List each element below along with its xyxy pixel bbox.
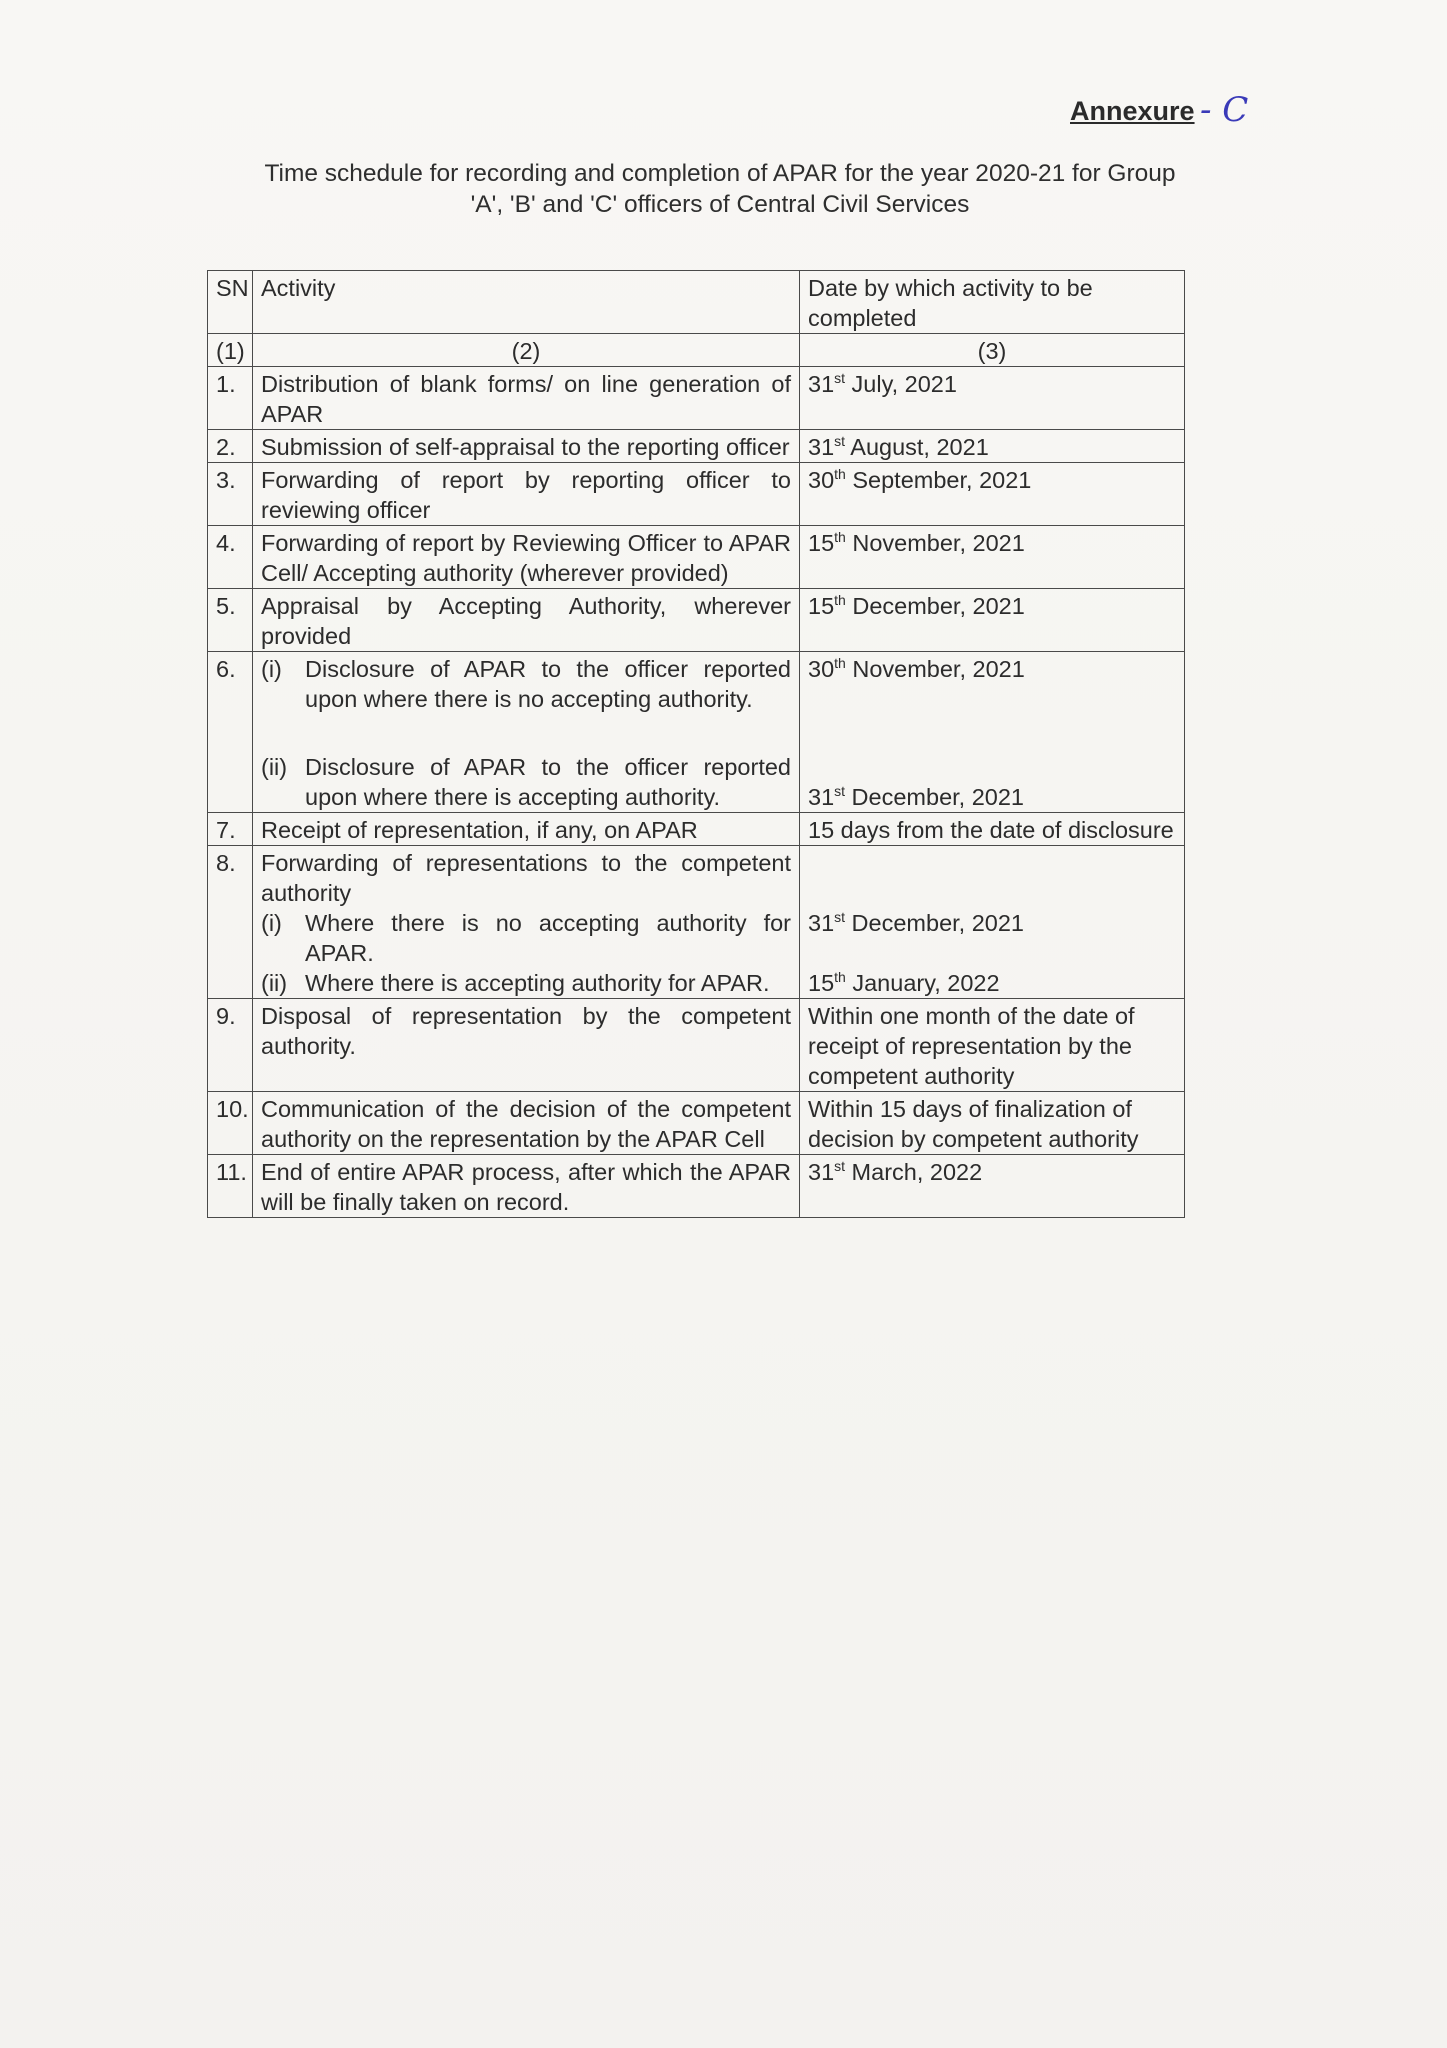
title-line-1: Time schedule for recording and completion of APAR for the year 2020-21 for Group xyxy=(264,160,1176,187)
row-sn: 9. xyxy=(208,999,253,1092)
row-date: 30th November, 2021 31st December, 2021 xyxy=(800,652,1185,813)
row-date: 15th November, 2021 xyxy=(800,526,1185,589)
row-activity: End of entire APAR process, after which the APAR will be finally taken on record. xyxy=(253,1155,800,1218)
row-date: Within one month of the date of receipt of representation by the competent authority xyxy=(800,999,1185,1092)
row-date: 31st July, 2021 xyxy=(800,367,1185,430)
colnum-sn: (1) xyxy=(208,334,253,367)
row-date: 15 days from the date of disclosure xyxy=(800,813,1185,846)
table-row xyxy=(208,1092,1185,1155)
sub-item: (i) Where there is no accepting authority for APAR. xyxy=(261,910,791,966)
row-sn: 6. xyxy=(208,652,253,813)
row-sn: 8. xyxy=(208,846,253,999)
table-row xyxy=(208,526,1185,589)
row-activity: Appraisal by Accepting Authority, wherever provided xyxy=(253,589,800,652)
row-sn: 5. xyxy=(208,589,253,652)
row-date: 31st December, 2021 15th January, 2022 xyxy=(800,846,1185,999)
row-date: 15th December, 2021 xyxy=(800,589,1185,652)
row-sn: 7. xyxy=(208,813,253,846)
row-activity: Disposal of representation by the competent authority. xyxy=(253,999,800,1092)
row-sn: 1. xyxy=(208,367,253,430)
row-activity: Forwarding of report by reporting officer to reviewing officer xyxy=(253,463,800,526)
document-title xyxy=(150,158,1290,220)
header-row xyxy=(208,271,1185,334)
row-sn: 2. xyxy=(208,430,253,463)
annexure-handwritten-letter: - C xyxy=(1200,90,1249,130)
schedule-table xyxy=(207,270,1185,1218)
table-row xyxy=(208,1155,1185,1218)
header-activity: Activity xyxy=(253,271,800,334)
table-row xyxy=(208,813,1185,846)
table-row xyxy=(208,999,1185,1092)
row-activity: Forwarding of report by Reviewing Officer to APAR Cell/ Accepting authority (wherever provided) xyxy=(253,526,800,589)
header-sn: SN xyxy=(208,271,253,334)
table-row xyxy=(208,463,1185,526)
row-activity: Forwarding of representations to the competent authority (i) Where there is no accepting authority for APAR. (ii) Where there is accepting authority for APAR. xyxy=(253,846,800,999)
row-date: 30th September, 2021 xyxy=(800,463,1185,526)
row-date: Within 15 days of finalization of decision by competent authority xyxy=(800,1092,1185,1155)
row-sn: 11. xyxy=(208,1155,253,1218)
column-number-row xyxy=(208,334,1185,367)
sub-item: (ii) Where there is accepting authority for APAR. xyxy=(261,970,770,996)
header-date: Date by which activity to be completed xyxy=(800,271,1185,334)
table-row xyxy=(208,430,1185,463)
row-sn: 4. xyxy=(208,526,253,589)
table-row xyxy=(208,846,1185,999)
table-row xyxy=(208,589,1185,652)
row-activity: Submission of self-appraisal to the reporting officer xyxy=(253,430,800,463)
row-activity: Communication of the decision of the competent authority on the representation by the APAR Cell xyxy=(253,1092,800,1155)
row-sn: 10. xyxy=(208,1092,253,1155)
row-activity: Receipt of representation, if any, on APAR xyxy=(253,813,800,846)
title-line-2: 'A', 'B' and 'C' officers of Central Civil Services xyxy=(470,191,970,218)
sub-item: (ii) Disclosure of APAR to the officer reported upon where there is accepting authority. xyxy=(261,754,791,810)
sub-item: (i) Disclosure of APAR to the officer reported upon where there is no accepting authority. xyxy=(261,656,791,712)
colnum-activity: (2) xyxy=(253,334,800,367)
annexure-label: Annexure xyxy=(1070,96,1195,126)
row-activity: Distribution of blank forms/ on line generation of APAR xyxy=(253,367,800,430)
colnum-date: (3) xyxy=(800,334,1185,367)
row-date: 31st August, 2021 xyxy=(800,430,1185,463)
row-activity xyxy=(253,652,800,813)
row-date: 31st March, 2022 xyxy=(800,1155,1185,1218)
row-sn: 3. xyxy=(208,463,253,526)
table-row xyxy=(208,652,1185,813)
table-row xyxy=(208,367,1185,430)
